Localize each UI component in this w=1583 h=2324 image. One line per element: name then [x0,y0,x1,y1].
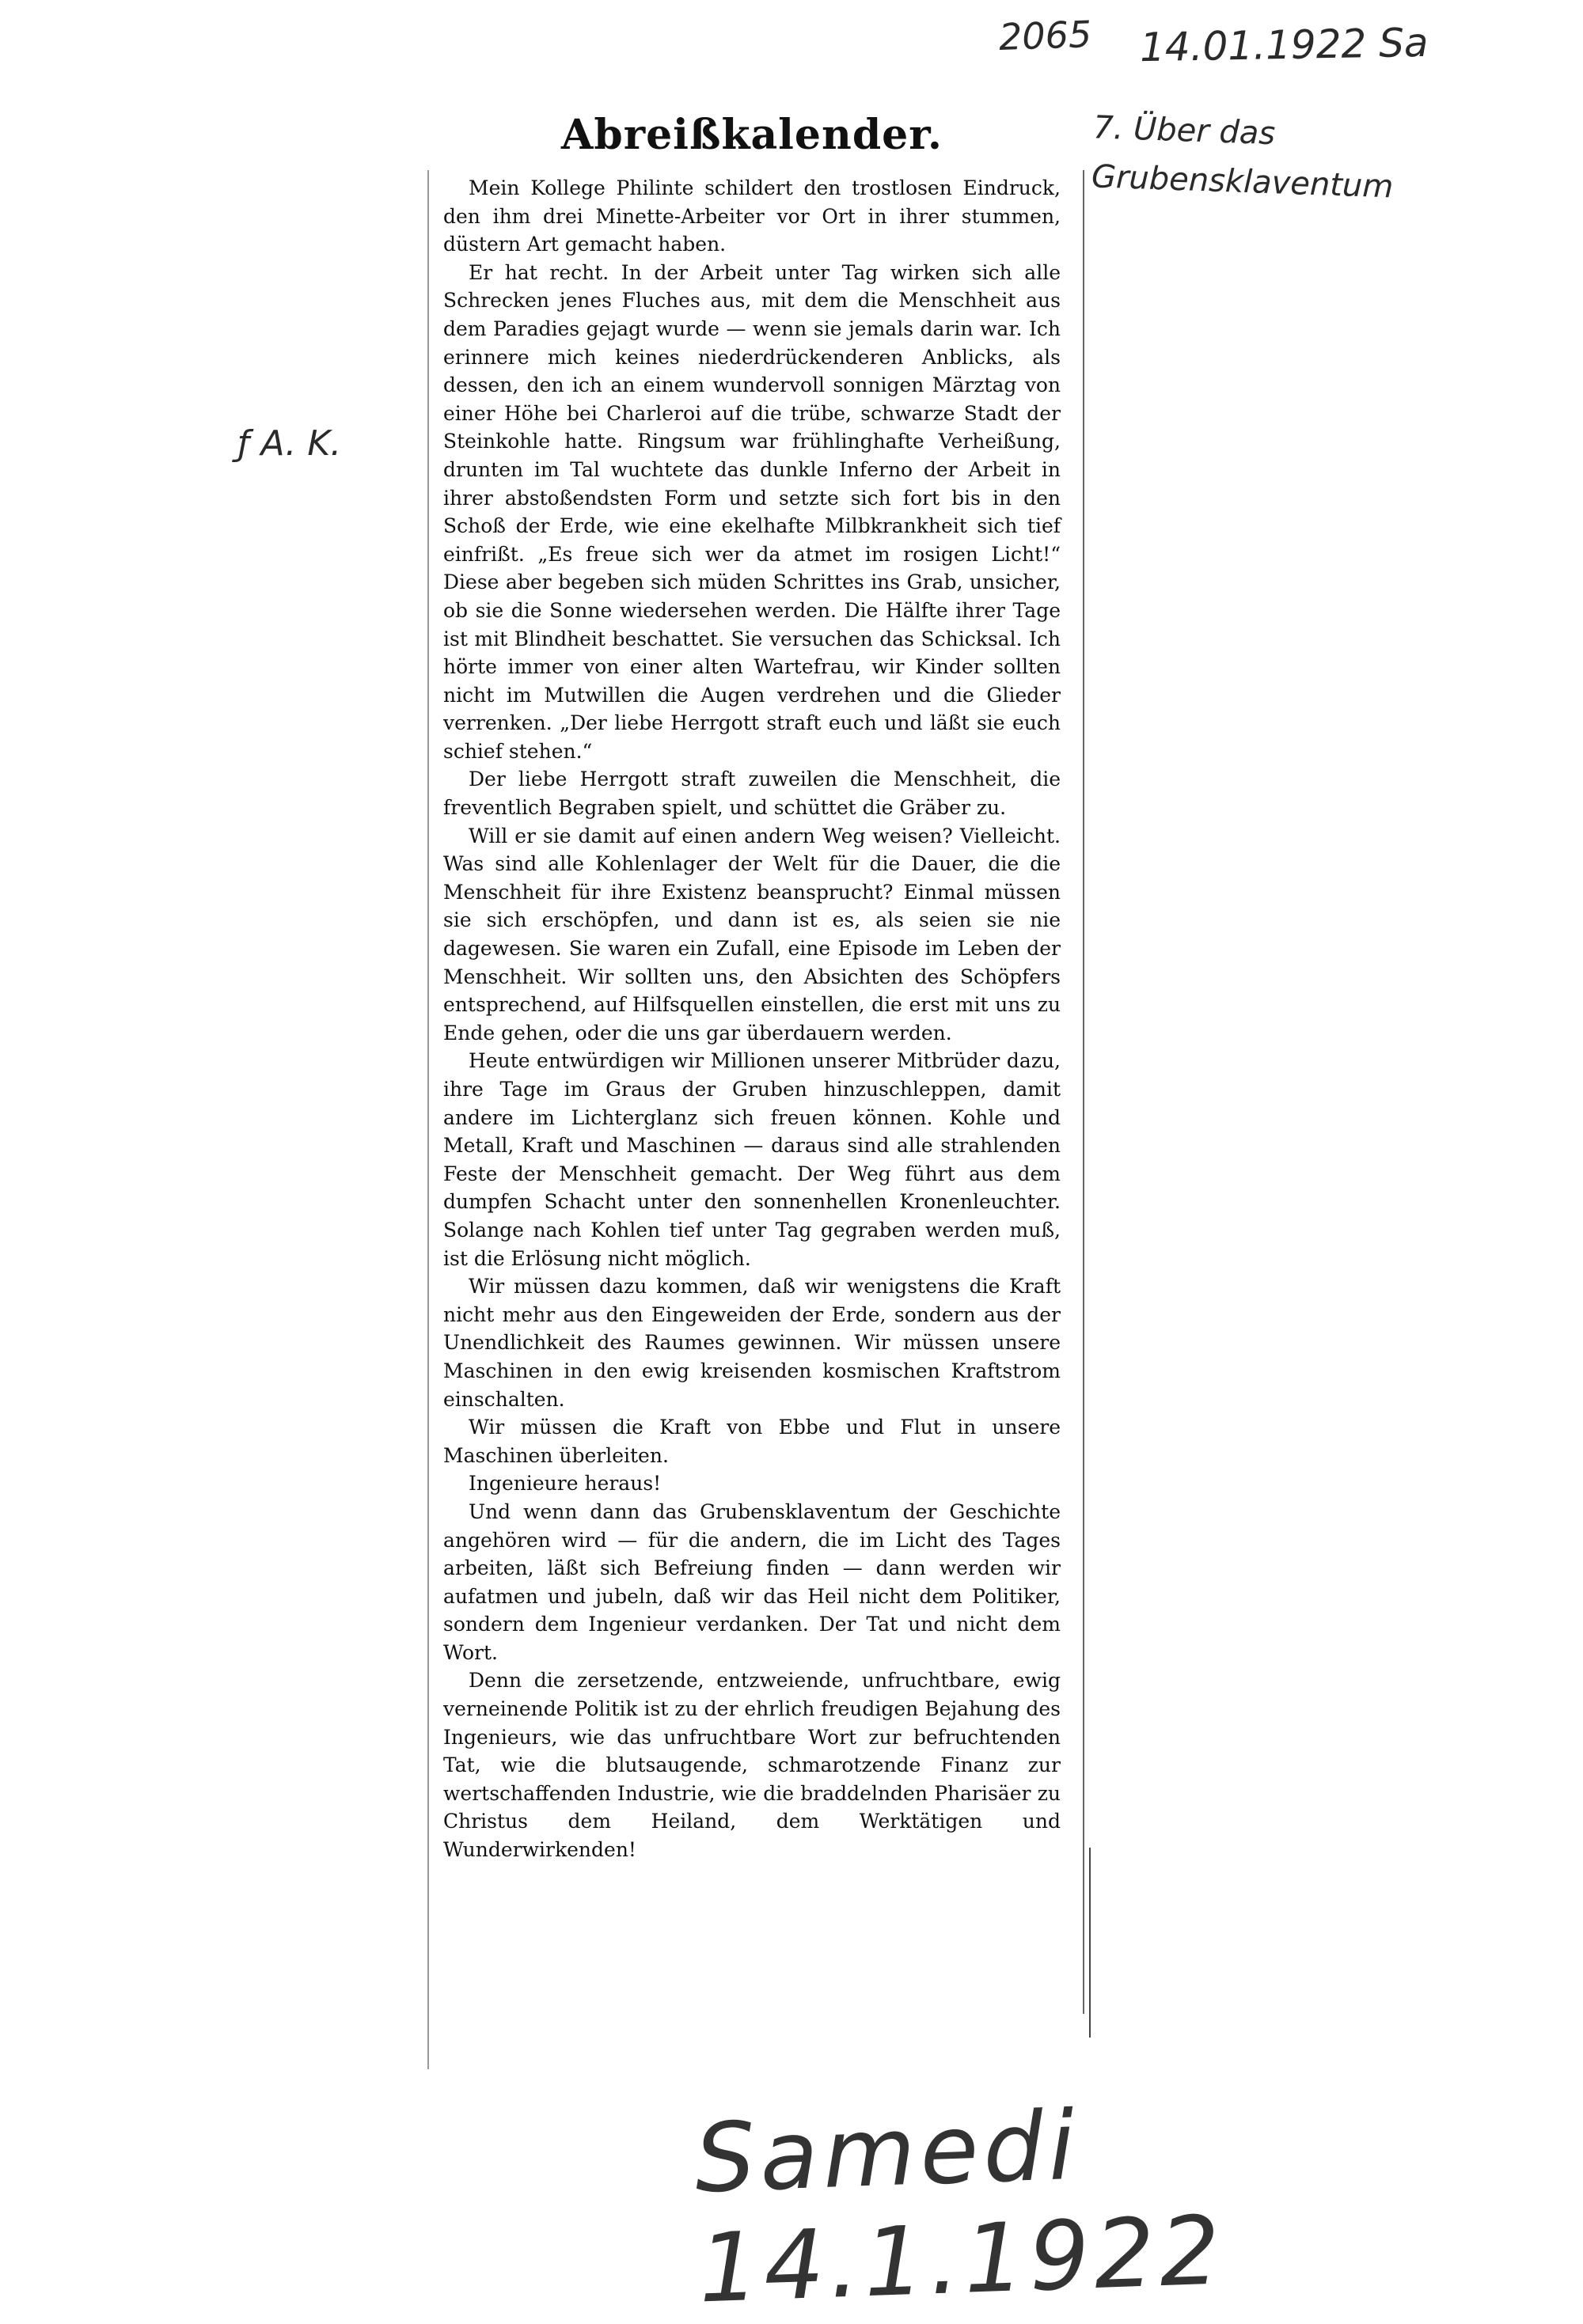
article-title: Abreißkalender. [561,111,943,159]
handwritten-date: Samedi 14.1.1922 [693,2091,1227,2324]
crop-mark [1089,1848,1091,2038]
article-body [443,174,1061,1864]
archive-note: 7. Über das Grubensklaventum [1091,109,1395,206]
paragraph: Denn die zersetzende, entzweiende, unfruchtbare, ewig verneinende Politik ist zu der ehrlich freudigen Bejahung des Ingenieurs, wie das unfruchtbare Wort zur befruchtenden Tat, wie die blutsaugende, schmarotzende Finanz zur wertschaffenden Industrie, wie die braddelnden Pharisäer zu Christus dem Heiland, dem Werktätigen und Wunderwirkenden! [443,1669,1061,1862]
archive-number: 2065 [998,12,1092,59]
margin-mark: ƒ A. K. [237,423,342,464]
paragraph: Wir müssen die Kraft von Ebbe und Flut in unsere Maschinen überleiten. [443,1416,1061,1467]
paragraph: Mein Kollege Philinte schildert den trostlosen Eindruck, den ihm drei Minette-Arbeiter vor Ort in ihrer stummen, düstern Art gemacht haben. [443,176,1061,256]
paragraph: Und wenn dann das Grubensklaventum der Geschichte angehören wird — für die andern, die im Licht des Tages arbeiten, läßt sich Befreiung finden — dann werden wir aufatmen und jubeln, daß wir das Heil nicht dem Politiker, sondern dem Ingenieur verdanken. Der Tat und nicht dem Wort. [443,1499,1061,1664]
paragraph: Will er sie damit auf einen andern Weg weisen? Vielleicht. Was sind alle Kohlenlager der Welt für die Dauer, die die Menschheit für ihre Existenz beansprucht? Einmal müssen sie sich erschöpfen, und dann ist es, als seien sie nie dagewesen. Sie waren ein Zufall, eine Episode im Leben der Menschheit. Wir sollten uns, den Absichten des Schöpfers entsprechend, auf Hilfsquellen einstellen, die erst mit uns zu Ende gehen, oder die uns gar überdauern werden. [443,824,1061,1044]
paragraph: Ingenieure heraus! [469,1472,662,1496]
archive-date: 14.01.1922 Sa [1139,19,1429,71]
newspaper-clipping [427,111,1076,2065]
column-rule-right [1083,170,1084,2014]
paragraph: Er hat recht. In der Arbeit unter Tag wirken sich alle Schrecken jenes Fluches aus, mit dem die Menschheit aus dem Paradies gejagt wurde — wenn sie jemals darin war. Ich erinnere mich keines niederdrückenderen Anblicks, als dessen, den ich an einem wundervoll sonnigen Märztag von einer Höhe bei Charleroi auf die trübe, schwarze Stadt der Steinkohle hatte. Ringsum war frühlinghafte Verheißung, drunten im Tal wuchtete das dunkle Inferno der Arbeit in ihrer abstoßendsten Form und setzte sich fort bis in den Schoß der Erde, wie eine ekelhafte Milbkrankheit sich tief einfrißt. „Es freue sich wer da atmet im rosigen Licht!“ Diese aber begeben sich müden Schrittes ins Grab, unsicher, ob sie die Sonne wiedersehen werden. Die Hälfte ihrer Tage ist mit Blindheit beschattet. Sie versuchen das Schicksal. Ich hörte immer von einer alten Wartefrau, wir Kinder sollten nicht im Mutwillen die Augen verdrehen und die Glieder verrenken. „Der liebe Herrgott straft euch und läßt sie euch schief stehen.“ [443,260,1061,763]
paragraph: Wir müssen dazu kommen, daß wir wenigstens die Kraft nicht mehr aus den Eingeweiden der Erde, sondern aus der Unendlichkeit des Raumes gewinnen. Wir müssen unsere Maschinen in den ewig kreisenden kosmischen Kraftstrom einschalten. [443,1275,1061,1411]
paragraph: Der liebe Herrgott straft zuweilen die Menschheit, die freventlich Begraben spielt, und schüttet die Gräber zu. [443,768,1061,820]
paragraph: Heute entwürdigen wir Millionen unserer Mitbrüder dazu, ihre Tage im Graus der Gruben hinzuschleppen, damit andere im Lichterglanz sich freuen können. Kohle und Metall, Kraft und Maschinen — daraus sind alle strahlenden Feste der Menschheit gemacht. Der Weg führt aus dem dumpfen Schacht unter den sonnenhellen Kronenleuchter. Solange nach Kohlen tief unter Tag gegraben werden muß, ist die Erlösung nicht möglich. [443,1049,1061,1270]
